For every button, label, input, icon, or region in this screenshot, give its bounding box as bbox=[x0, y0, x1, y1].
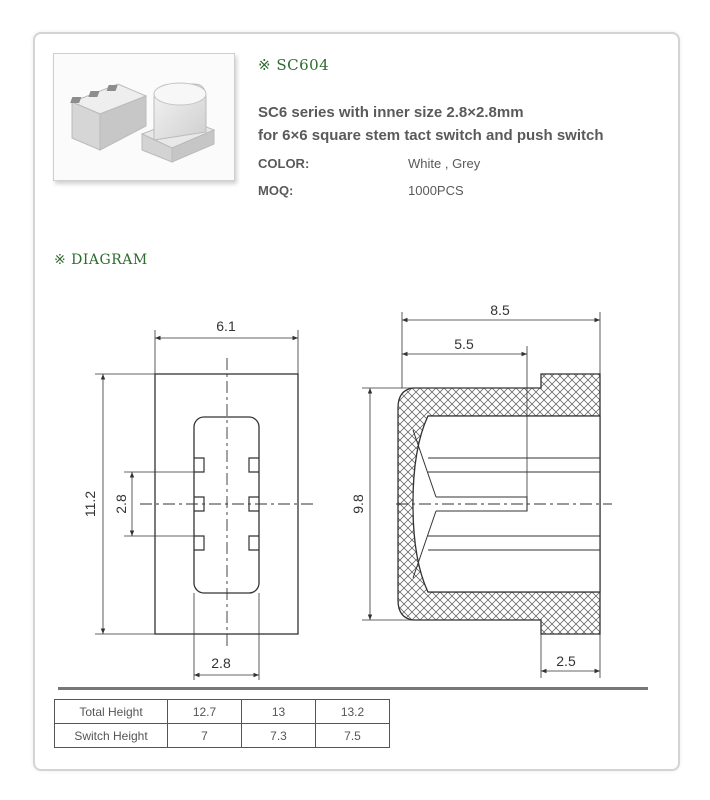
divider bbox=[58, 687, 648, 690]
table-cell: 7 bbox=[168, 724, 242, 748]
dim-front-width: 6.1 bbox=[216, 318, 236, 334]
dim-side-depth: 8.5 bbox=[490, 302, 510, 318]
dim-hole-height: 2.8 bbox=[113, 494, 129, 514]
side-view bbox=[362, 312, 612, 678]
dim-side-height: 9.8 bbox=[350, 494, 366, 514]
product-code: ※ SC604 bbox=[258, 56, 330, 74]
height-table bbox=[54, 699, 390, 748]
color-label: COLOR: bbox=[258, 156, 310, 171]
color-value: White , Grey bbox=[408, 156, 481, 171]
dim-skirt: 2.5 bbox=[556, 653, 576, 669]
table-cell: 13.2 bbox=[316, 700, 390, 724]
moq-label: MOQ: bbox=[258, 183, 294, 198]
table-cell: 7.3 bbox=[242, 724, 316, 748]
table-cell: 7.5 bbox=[316, 724, 390, 748]
row-label-total-height: Total Height bbox=[55, 700, 168, 724]
dim-front-height: 11.2 bbox=[82, 490, 98, 518]
table-row bbox=[55, 724, 390, 748]
moq-value: 1000PCS bbox=[408, 183, 464, 198]
product-description-line1: SC6 series with inner size 2.8×2.8mm bbox=[258, 104, 524, 121]
row-label-switch-height: Switch Height bbox=[55, 724, 168, 748]
table-row bbox=[55, 700, 390, 724]
dim-stem-depth: 5.5 bbox=[454, 336, 474, 352]
diagram-title: ※ DIAGRAM bbox=[54, 252, 148, 268]
table-cell: 13 bbox=[242, 700, 316, 724]
product-description-line2: for 6×6 square stem tact switch and push switch bbox=[258, 127, 604, 144]
table-cell: 12.7 bbox=[168, 700, 242, 724]
dim-hole-width: 2.8 bbox=[211, 655, 231, 671]
